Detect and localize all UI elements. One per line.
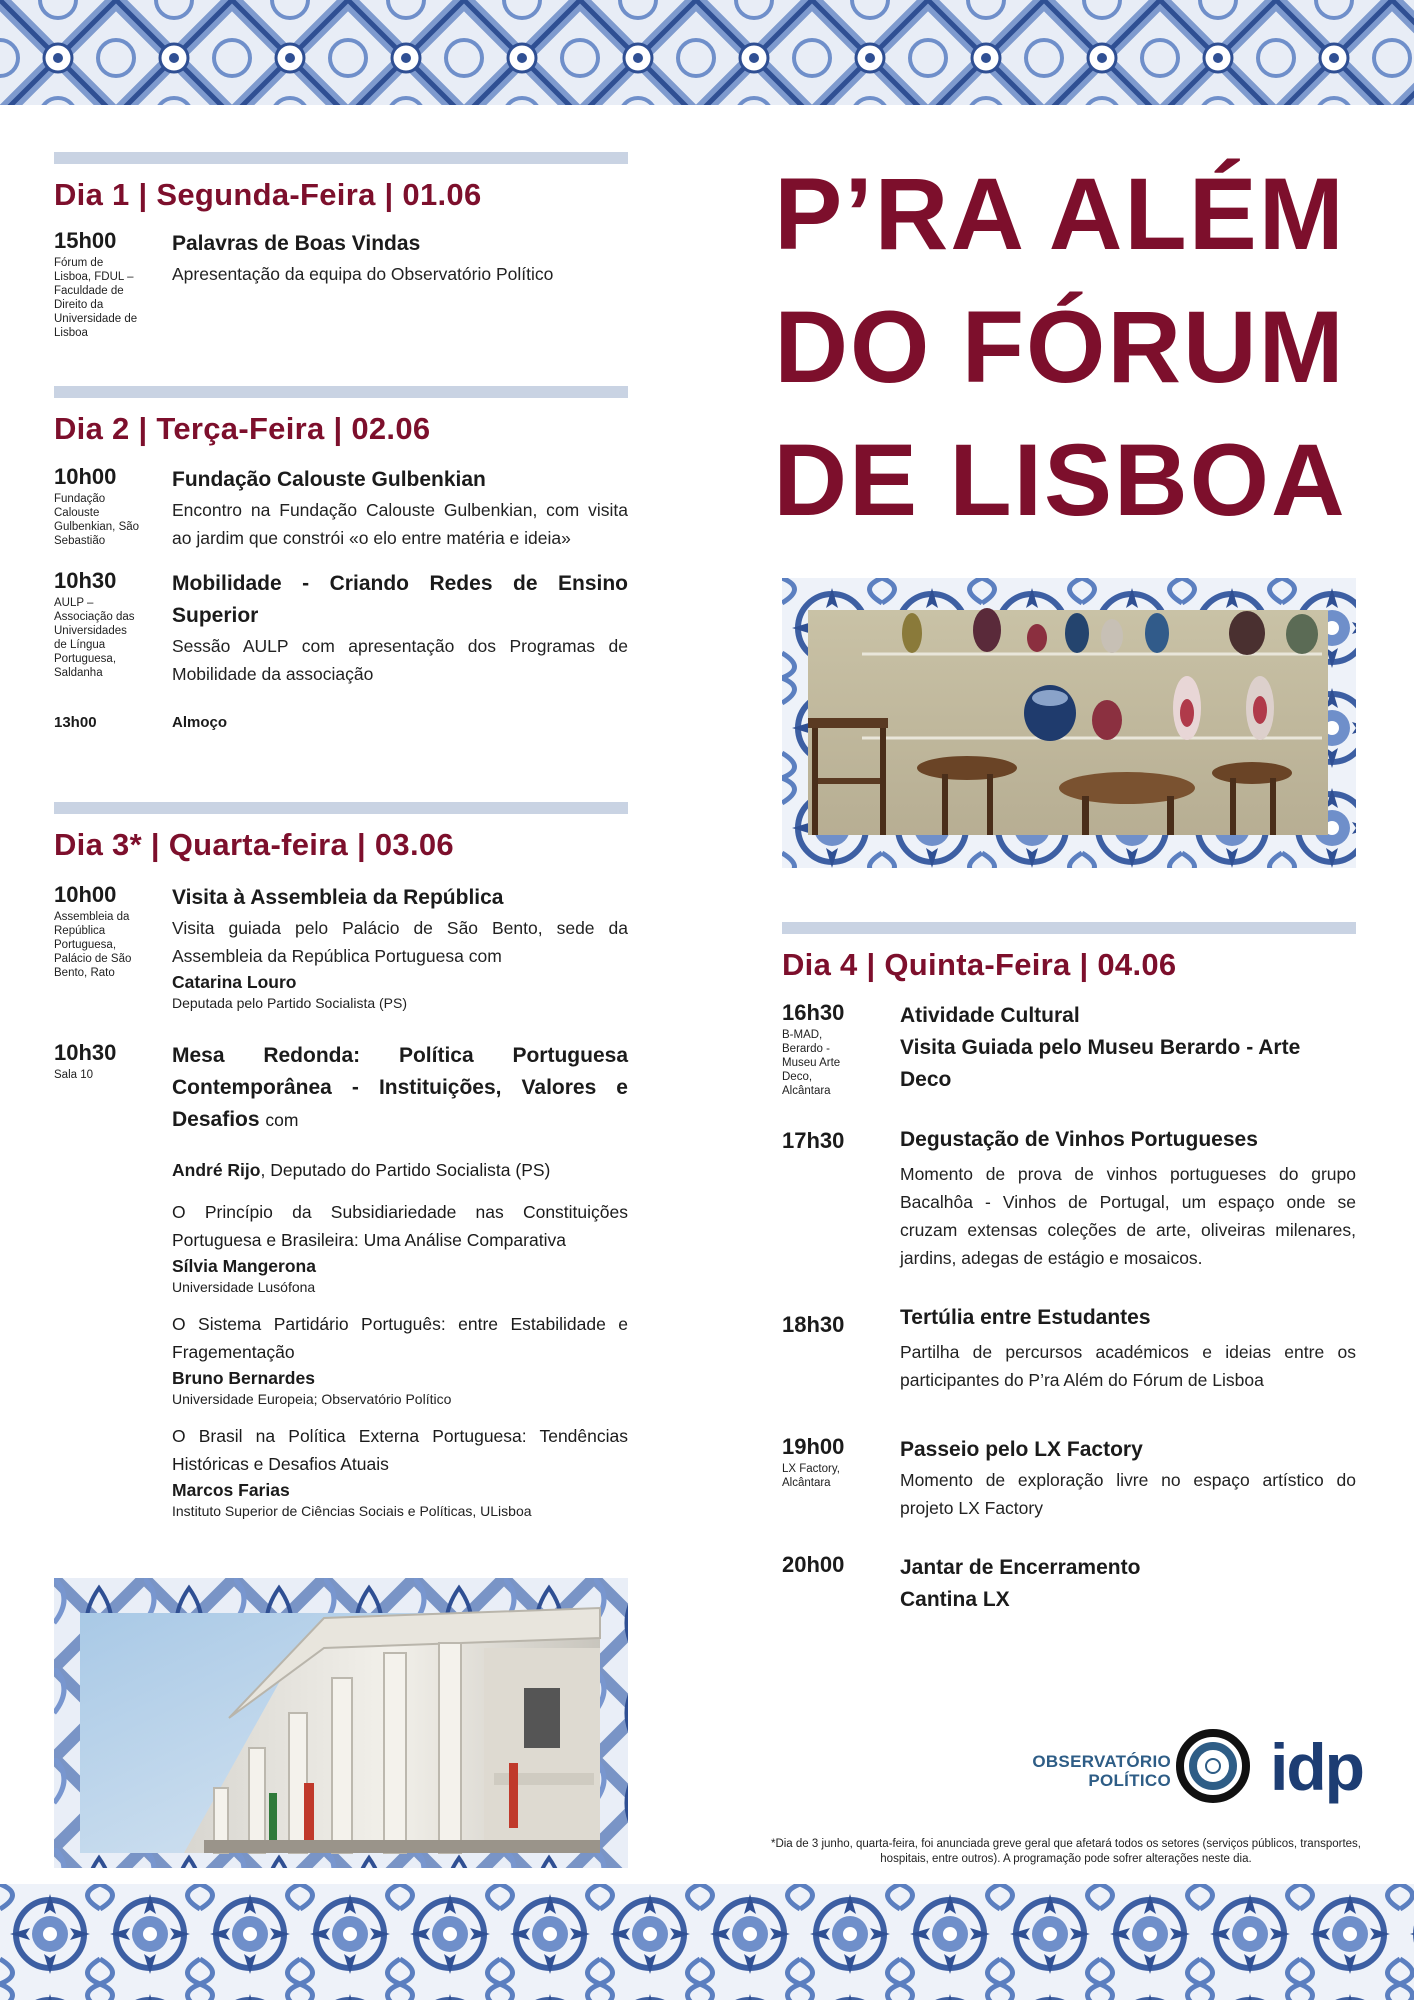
speaker-name: Bruno Bernardes [172, 1368, 315, 1388]
day1-event-1 [54, 228, 628, 340]
event-time: 20h00 [782, 1552, 845, 1577]
event-place: Fórum de Lisboa, FDUL – Faculdade de Direito da Universidade de Lisboa [54, 257, 138, 339]
speaker-affiliation: Universidade Lusófona [172, 1279, 316, 1295]
talk-title: O Brasil na Política Externa Portuguesa: Tendências Históricas e Desafios Atuais [172, 1426, 628, 1474]
event-place: Sala 10 [54, 1069, 94, 1081]
event-title: Passeio pelo LX Factory [900, 1438, 1143, 1461]
event-time-block [782, 1552, 900, 1616]
event-title: Degustação de Vinhos Portugueses [900, 1128, 1258, 1151]
roundtable-title: Mesa Redonda: Política Portuguesa Contemporânea - Instituições, Valores e Desafios [172, 1044, 628, 1131]
observatorio-line-1: OBSERVATÓRIO [1032, 1752, 1171, 1771]
event-time: 10h30 [54, 1040, 117, 1065]
event-desc: Sessão AULP com apresentação dos Programas de Mobilidade da associação [172, 636, 628, 684]
idp-logo: idp [1270, 1730, 1363, 1804]
event-title [172, 1040, 628, 1136]
event-subtitle: Visita Guiada pelo Museu Berardo - Arte Deco [900, 1036, 1301, 1091]
day4-event-5 [782, 1552, 1356, 1616]
day3-visit-event [54, 882, 628, 1012]
event-time: 10h00 [54, 464, 117, 489]
speaker-affiliation: Universidade Europeia; Observatório Político [172, 1391, 452, 1407]
event-body [900, 1000, 1356, 1098]
event-title: Visita à Assembleia da República [172, 886, 504, 909]
sponsor-logos [1015, 1728, 1363, 1808]
roundtable-with: com [265, 1110, 299, 1130]
event-time-block [54, 1040, 172, 1520]
speaker-affiliation: Instituto Superior de Ciências Sociais e Políticas, ULisboa [172, 1503, 532, 1519]
day2-event-3 [54, 710, 628, 736]
event-body [172, 228, 628, 340]
day2-header [54, 386, 628, 448]
talk-item [172, 1310, 628, 1408]
event-title: Jantar de Encerramento [900, 1556, 1141, 1579]
day1-bar [54, 152, 628, 164]
moderator-name: André Rijo [172, 1160, 261, 1180]
event-time-block [782, 1302, 900, 1394]
talk-item [172, 1422, 628, 1520]
day4-header [782, 922, 1356, 984]
event-body [172, 1040, 628, 1520]
event-body [900, 1434, 1356, 1522]
event-title: Tertúlia entre Estudantes [900, 1306, 1151, 1329]
event-time: 17h30 [782, 1128, 845, 1153]
event-time: 19h00 [782, 1434, 845, 1459]
day4-bar [782, 922, 1356, 934]
bottom-azulejo-border [0, 1884, 1414, 2000]
event-time: 18h30 [782, 1312, 845, 1337]
moderator-line [172, 1156, 628, 1184]
event-desc: Apresentação da equipa do Observatório Político [172, 264, 554, 284]
event-body [172, 882, 628, 1012]
talk-title: O Sistema Partidário Português: entre Estabilidade e Fragementação [172, 1314, 628, 1362]
event-time: 10h30 [54, 568, 117, 593]
talk-title: O Princípio da Subsidiariedade nas Constituições Portuguesa e Brasileira: Uma Análise Comparativa [172, 1202, 628, 1250]
speaker-name: Sílvia Mangerona [172, 1256, 316, 1276]
day1-title: Dia 1 | Segunda-Feira | 01.06 [54, 177, 482, 212]
event-place: LX Factory, Alcântara [782, 1463, 840, 1489]
day4-event-1 [782, 1000, 1356, 1098]
event-body [900, 1124, 1356, 1272]
assembleia-photo [54, 1578, 628, 1868]
day4-event-2 [782, 1124, 1356, 1272]
title-line-3: DE LISBOA [773, 423, 1347, 537]
day3-section [54, 802, 628, 1520]
event-place: Assembleia da República Portuguesa, Palácio de São Bento, Rato [54, 911, 132, 979]
event-desc: Partilha de percursos académicos e ideias entre os participantes do P’ra Além do Fórum de Lisboa [900, 1342, 1356, 1390]
event-body [172, 710, 628, 736]
event-title: Palavras de Boas Vindas [172, 232, 421, 255]
event-place: B-MAD, Berardo - Museu Arte Deco, Alcântara [782, 1029, 841, 1097]
day4-title: Dia 4 | Quinta-Feira | 04.06 [782, 947, 1177, 982]
observatorio-target-icon [1175, 1728, 1251, 1804]
event-time-block [54, 568, 172, 688]
day3-roundtable-event [54, 1040, 628, 1520]
event-title: Almoço [172, 714, 228, 731]
moderator-role: , Deputado do Partido Socialista (PS) [260, 1160, 551, 1180]
title-line-2: DO FÓRUM [774, 290, 1346, 404]
event-time-block [782, 1434, 900, 1522]
event-time-block [54, 882, 172, 1012]
event-time: 13h00 [54, 714, 97, 731]
event-time-block [54, 228, 172, 340]
footnote: *Dia de 3 junho, quarta-feira, foi anunciada greve geral que afetará todos os setores (serviços públicos, transportes, hospitais, entre outros). A programação pode sofrer alterações neste dia. [770, 1838, 1362, 1865]
event-place: AULP – Associação das Universidades de Língua Portuguesa, Saldanha [54, 597, 135, 679]
event-time-block [782, 1000, 900, 1098]
day2-event-2 [54, 568, 628, 688]
event-desc: Encontro na Fundação Calouste Gulbenkian, com visita ao jardim que constrói «o elo entre matéria e ideia» [172, 500, 628, 548]
day2-title: Dia 2 | Terça-Feira | 02.06 [54, 411, 431, 446]
top-azulejo-border [0, 0, 1414, 105]
event-body [172, 464, 628, 552]
event-subtitle: Cantina LX [900, 1588, 1010, 1611]
event-place: Fundação Calouste Gulbenkian, São Sebastião [54, 493, 140, 547]
title-line-1: P’RA ALÉM [774, 157, 1346, 271]
event-time-block [782, 1124, 900, 1272]
museum-photo [782, 578, 1356, 868]
observatorio-line-2: POLÍTICO [1088, 1771, 1171, 1790]
day4-section [782, 922, 1356, 1616]
day3-title: Dia 3* | Quarta-feira | 03.06 [54, 827, 454, 862]
event-time-block [54, 464, 172, 552]
observatorio-logo-text [1015, 1752, 1171, 1790]
day3-header [54, 802, 628, 864]
event-body [900, 1552, 1356, 1616]
day4-event-4 [782, 1434, 1356, 1522]
event-title: Fundação Calouste Gulbenkian [172, 468, 486, 491]
day2-bar [54, 386, 628, 398]
page-title [760, 148, 1360, 547]
event-desc: Momento de prova de vinhos portugueses do grupo Bacalhôa - Vinhos de Portugal, um espaço onde se cruzam extensas coleções de arte, oliveiras milenares, jardins, adegas de estágio e mosaicos. [900, 1164, 1356, 1268]
day3-bar [54, 802, 628, 814]
day4-event-3 [782, 1302, 1356, 1394]
event-title: Atividade Cultural [900, 1004, 1080, 1027]
day1-section [54, 152, 628, 340]
event-body [900, 1302, 1356, 1394]
event-time: 10h00 [54, 882, 117, 907]
event-desc: Visita guiada pelo Palácio de São Bento, sede da Assembleia da República Portuguesa com [172, 918, 628, 966]
day1-header [54, 152, 628, 214]
day2-section [54, 386, 628, 736]
event-title: Mobilidade - Criando Redes de Ensino Superior [172, 572, 628, 627]
event-time: 16h30 [782, 1000, 845, 1025]
event-desc: Momento de exploração livre no espaço artístico do projeto LX Factory [900, 1470, 1356, 1518]
event-time: 15h00 [54, 228, 117, 253]
speaker-name: Catarina Louro [172, 972, 297, 992]
speaker-affiliation: Deputada pelo Partido Socialista (PS) [172, 995, 408, 1011]
day2-event-1 [54, 464, 628, 552]
event-time-block [54, 710, 172, 736]
talk-item [172, 1198, 628, 1296]
event-body [172, 568, 628, 688]
speaker-name: Marcos Farias [172, 1480, 290, 1500]
